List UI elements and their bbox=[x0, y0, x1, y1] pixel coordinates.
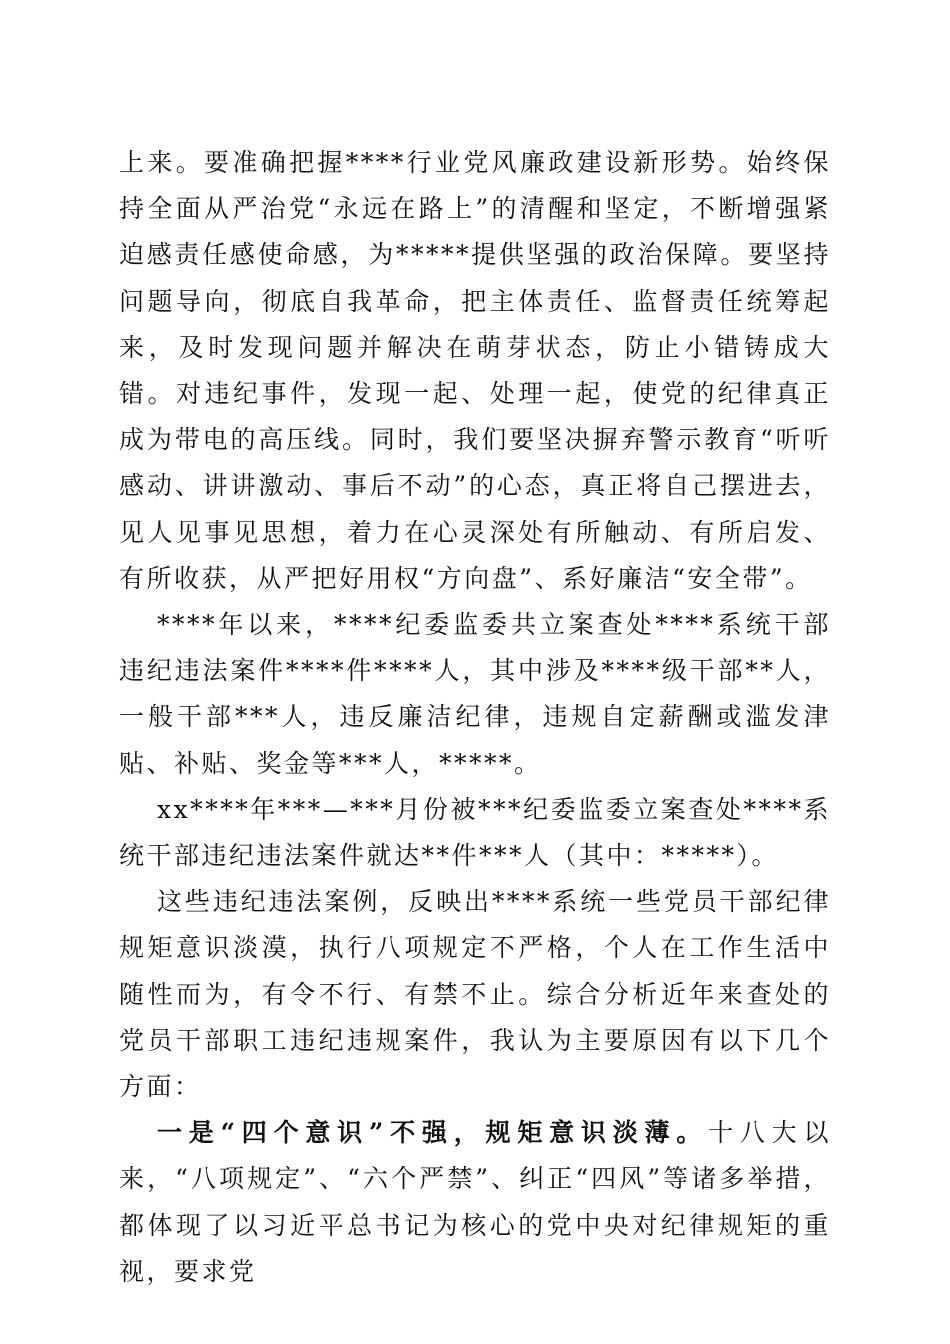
paragraph-1-text: 上来。要准确把握****行业党风廉政建设新形势。始终保持全面从严治党“永远在路上”的清醒和坚定，不断增强紧迫感责任感使命感，为*****提供坚强的政治保障。要坚持问题导向，彻底自我革命，把主体责任、监督责任统筹起来，及时发现问题并解决在萌芽状态，防止小错铸成大错。对违纪事件，发现一起、处理一起，使党的纪律真正成为带电的高压线。同时，我们要坚决摒弃警示教育“听听感动、讲讲激动、事后不动”的心态，真正将自己摆进去，见人见事见思想，着力在心灵深处有所触动、有所启发、有所收获，从严把好用权“方向盘”、系好廉洁“安全带”。 bbox=[119, 148, 831, 593]
paragraph-1 bbox=[119, 140, 831, 602]
paragraph-3 bbox=[119, 787, 831, 879]
paragraph-4 bbox=[119, 879, 831, 1110]
paragraph-4-text: 这些违纪违法案例，反映出****系统一些党员干部纪律规矩意识淡漠，执行八项规定不严格，个人在工作生活中随性而为，有令不行、有禁不止。综合分析近年来查处的党员干部职工违纪违规案件，我认为主要原因有以下几个方面： bbox=[119, 887, 831, 1102]
paragraph-5 bbox=[119, 1110, 831, 1295]
paragraph-3-text: xx****年***—***月份被***纪委监委立案查处****系统干部违纪违法案件就达**件***人（其中：*****）。 bbox=[119, 794, 831, 871]
paragraph-2-text: ****年以来，****纪委监委共立案查处****系统干部违纪违法案件****件****人，其中涉及****级干部**人，一般干部***人，违反廉洁纪律，违规自定薪酬或滥发津贴、补贴、奖金等***人，*****。 bbox=[119, 610, 831, 778]
paragraph-5-lead-heading: 一是“四个意识”不强，规矩意识淡薄。 bbox=[157, 1118, 709, 1148]
document-body bbox=[119, 140, 831, 1295]
paragraph-2 bbox=[119, 602, 831, 787]
paragraph-5-text: 十八大以来，“八项规定”、“六个严禁”、纠正“四风”等诸多举措，都体现了以习近平总书记为核心的党中央对纪律规矩的重视，要求党 bbox=[119, 1118, 831, 1286]
